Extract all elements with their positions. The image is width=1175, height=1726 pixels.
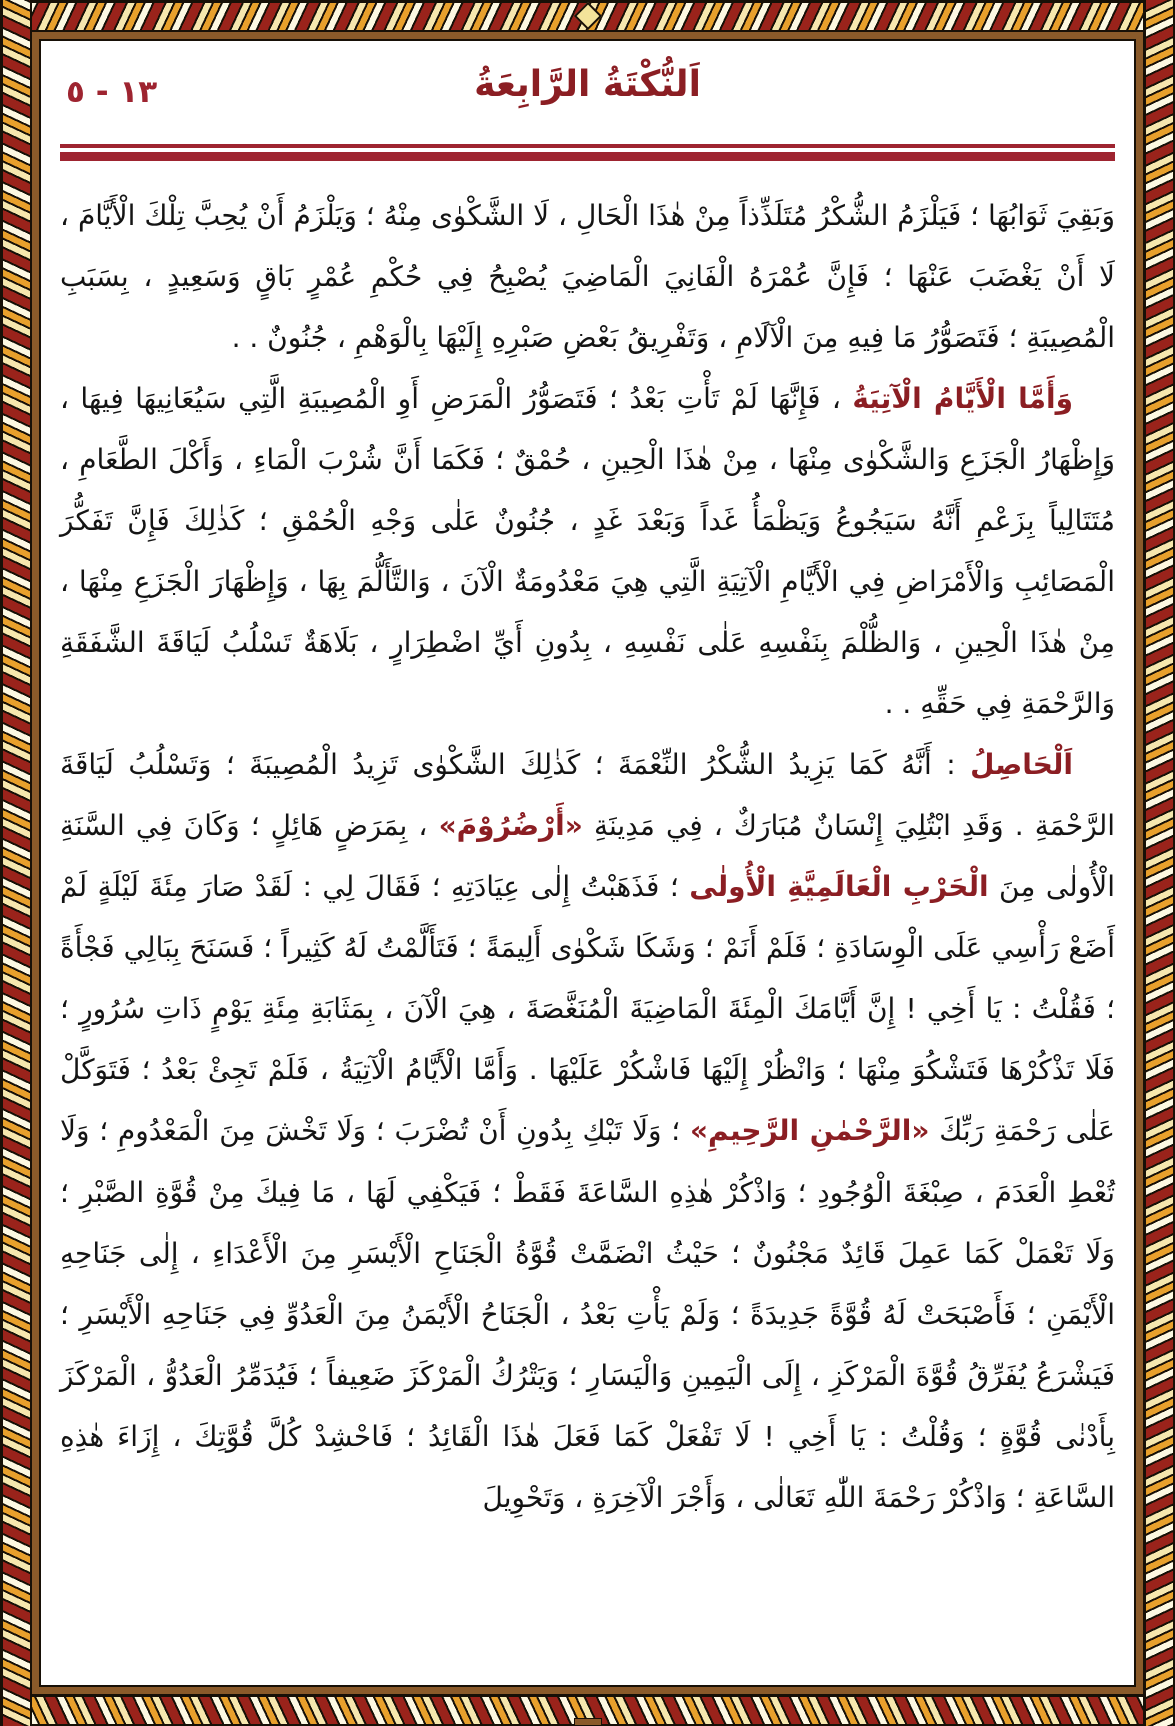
red-emphasis-text: الْحَرْبِ الْعَالَمِيَّةِ الْأُولٰى bbox=[689, 870, 989, 904]
red-emphasis-text: وَأَمَّا الْأَيَّامُ الْآتِيَةُ bbox=[852, 382, 1074, 416]
brown-tab-ornament-icon bbox=[574, 1718, 602, 1726]
title-double-rule bbox=[60, 144, 1115, 161]
rule-thick-line bbox=[60, 152, 1115, 161]
paragraph-text: ؛ فَذَهَبْتُ إِلٰى عِيَادَتِهِ ؛ فَقَالَ لِي : لَقَدْ صَارَ مِئَةَ لَيْلَةٍ لَمْ أَضَعْ رَأْسِي عَلَى الْوِسَادَةِ ؛ فَلَمْ أَنَمْ ؛ وَشَكَا شَكْوٰى أَلِيمَةً ؛ فَتَأَلَّمْتُ لَهُ كَثِيراً ؛ فَسَنَحَ بِبَالِي فَجْأَةً ؛ فَقُلْتُ : يَا أَخِي ! إِنَّ أَيَّامَكَ الْمِئَةَ الْمَاضِيَةَ الْمُنَغَّصَةَ ، هِيَ الْآنَ ، بِمَثَابَةِ مِئَةِ يَوْمٍ ذَاتِ سُرُورٍ ؛ فَلَا تَذْكُرْهَا فَتَشْكُوَ مِنْهَا ؛ وَانْظُرْ إِلَيْهَا فَاشْكُرْ عَلَيْهَا . وَأَمَّا الْأَيَّامُ الْآتِيَةُ ، فَلَمْ تَجِئْ بَعْدُ ؛ فَتَوَكَّلْ عَلٰى رَحْمَةِ رَبِّكَ bbox=[60, 870, 1115, 1148]
paragraph-text: ؛ وَلَا تَبْكِ بِدُونِ أَنْ تُضْرَبَ ؛ وَلَا تَخْشَ مِنَ الْمَعْدُومِ ؛ وَلَا تُعْطِ الْعَدَمَ ، صِبْغَةَ الْوُجُودِ ؛ وَاذْكُرْ هٰذِهِ السَّاعَةَ فَقَطْ ؛ فَيَكْفِي لَهَا ، مَا فِيكَ مِنْ قُوَّةِ الصَّبْرِ ؛ وَلَا تَعْمَلْ كَمَا عَمِلَ قَائِدٌ مَجْنُونٌ ؛ حَيْثُ انْضَمَّتْ قُوَّةُ الْجَنَاحِ الْأَيْسَرِ مِنَ الْأَعْدَاءِ ، إِلٰى جَنَاحِهِ الْأَيْمَنِ ؛ فَأَصْبَحَتْ لَهُ قُوَّةً جَدِيدَةً ؛ وَلَمْ يَأْتِ بَعْدُ ، الْجَنَاحُ الْأَيْمَنُ مِنَ الْعَدُوِّ فِي جَنَاحِهِ الْأَيْسَرِ ؛ فَيَشْرَعُ يُفَرِّقُ قُوَّةَ الْمَرْكَزِ ، إِلَى الْيَمِينِ وَالْيَسَارِ ؛ وَيَتْرُكُ الْمَرْكَزَ ضَعِيفاً ؛ فَيُدَمِّرُ الْعَدُوُّ ، الْمَرْكَزَ بِأَدْنٰى قُوَّةٍ ؛ وَقُلْتُ : يَا أَخِي ! لَا تَفْعَلْ كَمَا فَعَلَ هٰذَا الْقَائِدُ ؛ فَاحْشِدْ كُلَّ قُوَّتِكَ ، إِزَاءَ هٰذِهِ السَّاعَةِ ؛ وَاذْكُرْ رَحْمَةَ اللّٰهِ تَعَالٰى ، وَأَجْرَ الْآخِرَةِ ، وَتَحْوِيلَ bbox=[60, 1114, 1115, 1514]
body-paragraph bbox=[60, 185, 1115, 368]
paragraph-text: ، بِمَرَضٍ هَائِلٍ ؛ وَكَانَ فِي السَّنَةِ الْأُولٰى مِنَ bbox=[60, 809, 1115, 904]
page-number: ١٣ - ٥ bbox=[66, 74, 158, 110]
page-content bbox=[60, 46, 1115, 1680]
paragraph-text: وَبَقِيَ ثَوَابُهَا ؛ فَيَلْزَمُ الشُّكْرُ مُتَلَذِّذاً مِنْ هٰذَا الْحَالِ ، لَا الشَّكْوٰى مِنْهُ ؛ وَيَلْزَمُ أَنْ يُحِبَّ تِلْكَ الْأَيَّامَ ، لَا أَنْ يَغْضَبَ عَنْهَا ؛ فَإِنَّ عُمْرَهُ الْفَانِيَ الْمَاضِيَ يُصْبِحُ فِي حُكْمِ عُمْرٍ بَاقٍ وَسَعِيدٍ ، بِسَبَبِ الْمُصِيبَةِ ؛ فَتَصَوُّرُ مَا فِيهِ مِنَ الْآلَامِ ، وَتَفْرِيقُ بَعْضِ صَبْرِهِ إِلَيْهَا بِالْوَهْمِ ، جُنُونٌ . . bbox=[60, 199, 1115, 355]
paragraph-text: : أَنَّهُ كَمَا يَزِيدُ الشُّكْرُ النِّعْمَةَ ؛ كَذٰلِكَ الشَّكْوٰى تَزِيدُ الْمُصِيبَةَ ؛ وَتَسْلُبُ لَيَاقَةَ الرَّحْمَةِ . وَقَدِ ابْتُلِيَ إِنْسَانٌ مُبَارَكٌ ، فِي مَدِينَةِ bbox=[60, 748, 1115, 843]
paragraph-text: ، فَإِنَّهَا لَمْ تَأْتِ بَعْدُ ؛ فَتَصَوُّرُ الْمَرَضِ أَوِ الْمُصِيبَةِ الَّتِي سَيُعَانِيهَا فِيهَا ، وَإِظْهَارُ الْجَزَعِ وَالشَّكْوٰى مِنْهَا ، مِنْ هٰذَا الْحِينِ ، حُمْقٌ ؛ فَكَمَا أَنَّ شُرْبَ الْمَاءِ ، وَأَكْلَ الطَّعَامِ ، مُتَتَالِياً بِزَعْمِ أَنَّهُ سَيَجُوعُ وَيَظْمَأُ غَداً وَبَعْدَ غَدٍ ، جُنُونٌ عَلٰى وَجْهِ الْحُمْقِ ؛ كَذٰلِكَ فَإِنَّ تَفَكُّرَ الْمَصَائِبِ وَالْأَمْرَاضِ فِي الْأَيَّامِ الْآتِيَةِ الَّتِي هِيَ مَعْدُومَةٌ الْآنَ ، وَالتَّأَلُّمَ بِهَا ، وَإِظْهَارَ الْجَزَعِ مِنْهَا ، مِنْ هٰذَا الْحِينِ ، وَالظُّلْمَ بِنَفْسِهِ عَلٰى نَفْسِهِ ، بِدُونِ أَيِّ اضْطِرَارٍ ، بَلَاهَةٌ تَسْلُبُ لَيَاقَةَ الشَّفَقَةِ وَالرَّحْمَةِ فِي حَقِّهِ . . bbox=[60, 382, 1115, 721]
body-paragraph bbox=[60, 368, 1115, 734]
red-emphasis-text: «الرَّحْمٰنِ الرَّحِيمِ» bbox=[689, 1114, 930, 1148]
red-emphasis-text: «أَرْضُرُوْمَ» bbox=[438, 809, 583, 843]
body-paragraph bbox=[60, 734, 1115, 1527]
page-title: اَلنُّكْتَةُ الرَّابِعَةُ bbox=[474, 64, 701, 105]
decorative-border-left bbox=[0, 0, 32, 1726]
decorative-border-right bbox=[1143, 0, 1175, 1726]
page-header bbox=[60, 64, 1115, 136]
body-text bbox=[60, 185, 1115, 1528]
red-emphasis-text: اَلْحَاصِلُ bbox=[970, 748, 1073, 782]
